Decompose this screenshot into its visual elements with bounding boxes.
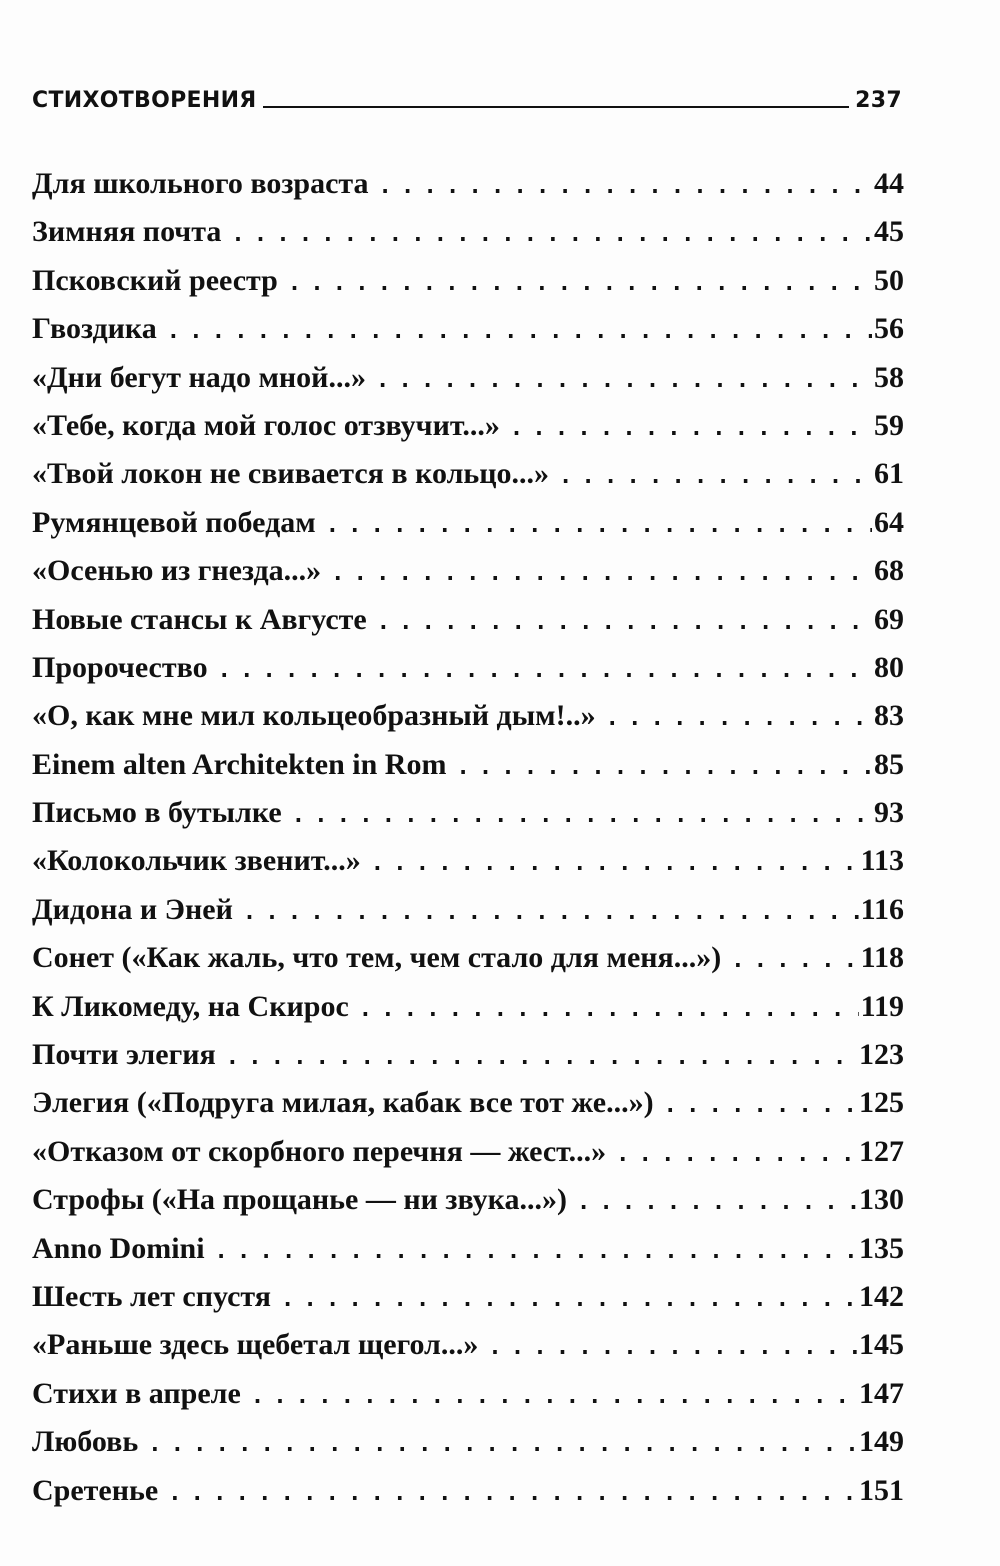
toc-entry-page: 56 xyxy=(874,312,904,346)
toc-entry xyxy=(32,692,904,740)
toc-entry-title: «Осенью из гнезда...» xyxy=(32,554,322,588)
dot-leader xyxy=(577,1179,857,1227)
section-title: СТИХОТВОРЕНИЯ xyxy=(32,88,257,113)
toc-entry xyxy=(32,886,904,934)
dot-leader xyxy=(359,986,859,1034)
toc-entry-title: Любовь xyxy=(32,1425,139,1459)
toc-entry-page: 50 xyxy=(874,263,904,297)
header-rule xyxy=(263,106,850,108)
toc-entry-page: 58 xyxy=(874,360,904,394)
dot-leader xyxy=(510,405,872,453)
toc-entry xyxy=(32,1467,904,1515)
toc-entry-page: 69 xyxy=(874,602,904,636)
toc-entry xyxy=(32,1418,904,1466)
toc-entry-title: Гвоздика xyxy=(32,312,157,346)
toc-entry xyxy=(32,257,904,305)
toc-entry-title: Румянцевой победам xyxy=(32,505,316,539)
toc-entry xyxy=(32,1321,904,1369)
dot-leader xyxy=(215,1228,857,1276)
toc-entry xyxy=(32,402,904,450)
toc-entry-title: Сонет («Как жаль, что тем, чем стало для меня...») xyxy=(32,941,722,975)
toc-entry-title: Строфы («На прощанье — ни звука...») xyxy=(32,1183,567,1217)
page-number: 237 xyxy=(855,88,902,113)
toc-entry-page: 93 xyxy=(874,796,904,830)
toc-entry xyxy=(32,450,904,498)
toc-entry xyxy=(32,741,904,789)
toc-entry-title: К Ликомеду, на Скирос xyxy=(32,989,349,1023)
dot-leader xyxy=(559,453,872,501)
toc-entry xyxy=(32,1225,904,1273)
toc-entry-title: Для школьного возраста xyxy=(32,167,369,200)
toc-entry-title: Элегия («Подруга милая, кабак все тот же...») xyxy=(32,1086,654,1120)
toc-entry xyxy=(32,1031,904,1079)
dot-leader xyxy=(731,937,858,985)
toc-entry xyxy=(32,305,904,353)
dot-leader xyxy=(251,1373,857,1421)
dot-leader xyxy=(281,1276,857,1324)
toc-entry-title: Пророчество xyxy=(32,650,208,684)
dot-leader xyxy=(616,1131,857,1179)
toc-entry-page: 135 xyxy=(859,1231,904,1265)
dot-leader xyxy=(664,1082,857,1130)
dot-leader xyxy=(371,840,859,888)
dot-leader xyxy=(326,502,872,550)
running-head xyxy=(32,88,902,113)
dot-leader xyxy=(456,744,872,792)
toc-entry xyxy=(32,983,904,1031)
dot-leader xyxy=(167,308,872,356)
toc-entry-page: 83 xyxy=(874,699,904,733)
dot-leader xyxy=(231,211,872,259)
dot-leader xyxy=(168,1470,857,1518)
dot-leader xyxy=(377,599,872,647)
toc-entry-page: 64 xyxy=(874,505,904,539)
toc-entry-title: Стихи в апреле xyxy=(32,1376,241,1410)
toc-entry xyxy=(32,354,904,402)
toc-entry-title: «Тебе, когда мой голос отзвучит...» xyxy=(32,408,500,442)
dot-leader xyxy=(226,1034,857,1082)
toc-entry-page: 85 xyxy=(874,747,904,781)
dot-leader xyxy=(606,695,872,743)
toc-entry xyxy=(32,208,904,256)
toc-entry xyxy=(32,547,904,595)
toc-entry xyxy=(32,499,904,547)
toc-entry xyxy=(32,1370,904,1418)
toc-entry-title: «Раньше здесь щебетал щегол...» xyxy=(32,1328,479,1362)
toc-entry xyxy=(32,160,904,208)
toc-entry xyxy=(32,1176,904,1224)
toc-entry-title: Anno Domini xyxy=(32,1231,205,1265)
toc-entry-page: 142 xyxy=(859,1279,904,1313)
dot-leader xyxy=(218,647,872,695)
toc-entry-title: Новые стансы к Августе xyxy=(32,602,367,636)
toc-entry-title: Псковский реестр xyxy=(32,263,278,297)
toc-entry-page: 44 xyxy=(874,167,904,200)
toc-entry-title: Сретенье xyxy=(32,1473,159,1507)
toc-entry xyxy=(32,837,904,885)
toc-entry-page: 68 xyxy=(874,554,904,588)
toc-entry xyxy=(32,596,904,644)
toc-entry-page: 45 xyxy=(874,215,904,249)
toc-entry-title: «Твой локон не свивается в кольцо...» xyxy=(32,457,550,491)
toc-entry xyxy=(32,1273,904,1321)
dot-leader xyxy=(148,1421,857,1469)
toc-entry-title: «О, как мне мил кольцеобразный дым!..» xyxy=(32,699,596,733)
toc-entry-page: 149 xyxy=(859,1425,904,1459)
toc-entry-title: Einem alten Architekten in Rom xyxy=(32,747,447,781)
dot-leader xyxy=(288,260,872,308)
toc-entry-page: 145 xyxy=(859,1328,904,1362)
toc-entry-page: 118 xyxy=(860,941,904,975)
toc-entry-page: 119 xyxy=(860,989,904,1023)
toc-entry xyxy=(32,1079,904,1127)
toc-entry-title: «Отказом от скорбного перечня — жест...» xyxy=(32,1134,607,1168)
table-of-contents xyxy=(32,160,904,1515)
toc-entry-page: 116 xyxy=(860,892,904,926)
dot-leader xyxy=(379,163,872,211)
toc-entry-page: 113 xyxy=(860,844,904,878)
toc-entry-title: Почти элегия xyxy=(32,1038,216,1072)
toc-entry-title: «Колокольчик звенит...» xyxy=(32,844,361,878)
dot-leader xyxy=(376,357,872,405)
toc-entry-page: 123 xyxy=(859,1038,904,1072)
toc-entry-page: 147 xyxy=(859,1376,904,1410)
toc-entry xyxy=(32,789,904,837)
dot-leader xyxy=(243,889,859,937)
toc-entry-page: 151 xyxy=(859,1473,904,1507)
toc-entry-page: 59 xyxy=(874,408,904,442)
toc-entry-title: Шесть лет спустя xyxy=(32,1279,271,1313)
dot-leader xyxy=(331,550,872,598)
toc-entry xyxy=(32,934,904,982)
toc-entry-title: Письмо в бутылке xyxy=(32,796,282,830)
toc-entry-page: 61 xyxy=(874,457,904,491)
toc-entry-page: 127 xyxy=(859,1134,904,1168)
toc-entry-title: Дидона и Эней xyxy=(32,892,233,926)
toc-entry-page: 130 xyxy=(859,1183,904,1217)
toc-entry-title: «Дни бегут надо мной...» xyxy=(32,360,366,394)
toc-entry-page: 125 xyxy=(859,1086,904,1120)
toc-entry xyxy=(32,644,904,692)
toc-entry xyxy=(32,1128,904,1176)
dot-leader xyxy=(488,1324,857,1372)
toc-entry-page: 80 xyxy=(874,650,904,684)
toc-entry-title: Зимняя почта xyxy=(32,215,222,249)
dot-leader xyxy=(292,792,872,840)
